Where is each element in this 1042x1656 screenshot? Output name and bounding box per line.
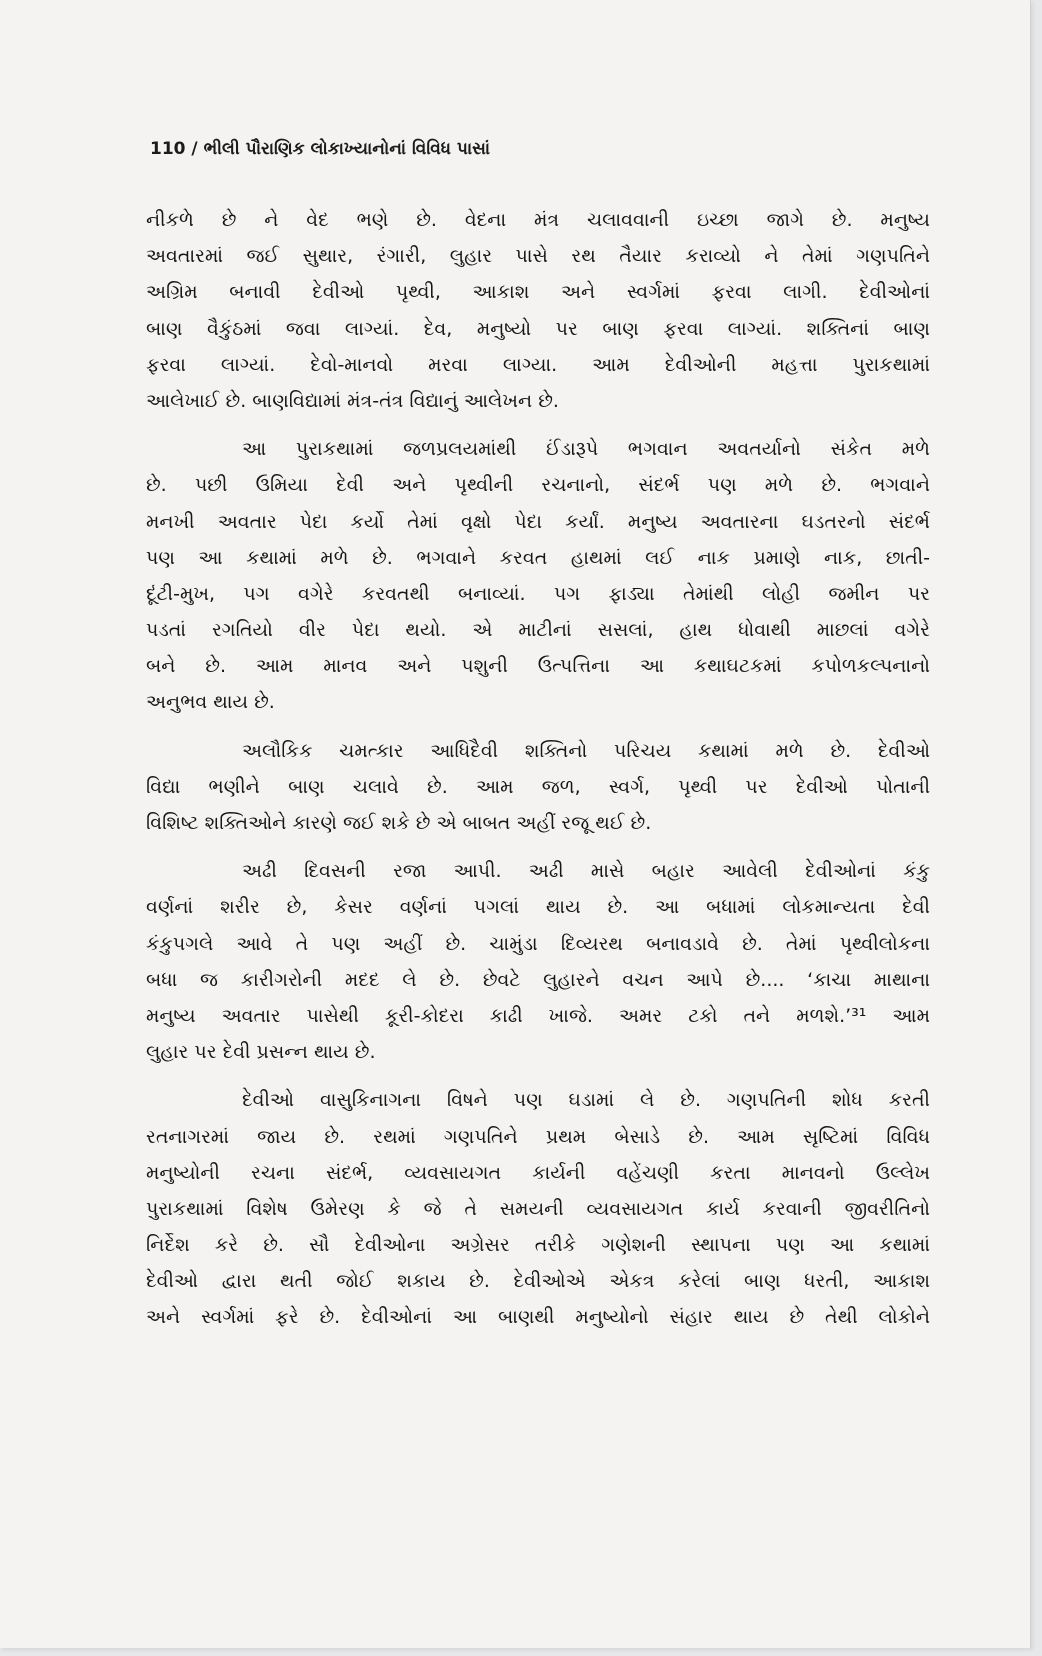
text-line: પડતાં રગતિયો વીર પેદા થયો. એ માટીનાં સસલાં, હાથ ધોવાથી માછલાં વગેરે xyxy=(146,619,930,642)
text-line: અને સ્વર્ગમાં ફરે છે. દેવીઓનાં આ બાણથી મનુષ્યોનો સંહાર થાય છે તેથી લોકોને xyxy=(146,1306,930,1329)
text-line: નીકળે છે ને વેદ ભણે છે. વેદના મંત્ર ચલાવવાની ઇચ્છા જાગે છે. મનુષ્ય xyxy=(146,209,930,231)
text-line: લુહાર પર દેવી પ્રસન્ન થાય છે. xyxy=(146,1041,376,1064)
page-number: 110 xyxy=(150,139,186,159)
text-line: દેવીઓ દ્વારા થતી જોઈ શકાય છે. દેવીઓએ એકત્ર કરેલાં બાણ ધરતી, આકાશ xyxy=(146,1270,930,1293)
text-line: પુરાકથામાં વિશેષ ઉમેરણ કે જે તે સમયની વ્યવસાયગત કાર્ય કરવાની જીવરીતિનો xyxy=(146,1197,930,1220)
text-line: છે. પછી ઉમિયા દેવી અને પૃથ્વીની રચનાનો, સંદર્ભ પણ મળે છે. ભગવાને xyxy=(146,474,930,497)
text-line: દૂંટી-મુખ, પગ વગેરે કરવતથી બનાવ્યાં. પગ ફાડ્યા તેમાંથી લોહી જમીન પર xyxy=(146,582,930,605)
text-line: અનુભવ થાય છે. xyxy=(146,691,275,714)
text-line: અવતારમાં જઈ સુથાર, રંગારી, લુહાર પાસે રથ તૈયાર કરાવ્યો ને તેમાં ગણપતિને xyxy=(146,245,930,268)
paragraph-3 xyxy=(146,733,930,842)
text-line: બને છે. આમ માનવ અને પશુની ઉત્પત્તિના આ કથાઘટકમાં કપોળકલ્પનાનો xyxy=(146,655,930,678)
text-line: આ પુરાકથામાં જળપ્રલયમાંથી ઈંડારૂપે ભગવાન અવતર્યાનો સંકેત મળે xyxy=(242,438,930,461)
text-line: રતનાગરમાં જાય છે. રથમાં ગણપતિને પ્રથમ બેસાડે છે. આમ સૃષ્ટિમાં વિવિધ xyxy=(146,1125,930,1148)
text-line: વિશિષ્ટ શક્તિઓને કારણે જઈ શકે છે એ બાબત અહીં રજૂ થઈ છે. xyxy=(146,812,652,834)
text-line: વિદ્યા ભણીને બાણ ચલાવે છે. આમ જળ, સ્વર્ગ, પૃથ્વી પર દેવીઓ પોતાની xyxy=(146,775,930,798)
paragraph-1 xyxy=(146,202,930,419)
text-line: બધા જ કારીગરોની મદદ લે છે. છેવટે લુહારને વચન આપે છે.... ‘કાચા માથાના xyxy=(146,968,930,991)
header-separator: / xyxy=(191,139,198,159)
running-header xyxy=(150,139,490,159)
text-line: આલેખાઈ છે. બાણવિદ્યામાં મંત્ર-તંત્ર વિદ્યાનું આલેખન છે. xyxy=(146,389,559,412)
book-title: ભીલી પૌરાણિક લોકાખ્યાનોનાં વિવિધ પાસાં xyxy=(203,139,491,159)
text-line: નિર્દેશ કરે છે. સૌ દેવીઓના અગ્રેસર તરીકે ગણેશની સ્થાપના પણ આ કથામાં xyxy=(146,1234,930,1257)
text-line: મનુષ્ય અવતાર પાસેથી કૂરી-કોદરા કાઢી ખાજે. અમર ટકો તને મળશે.’³¹ આમ xyxy=(146,1004,930,1027)
text-line: મનુષ્યોની રચના સંદર્ભ, વ્યવસાયગત કાર્યની વહેંચણી કરતા માનવનો ઉલ્લેખ xyxy=(146,1161,930,1184)
text-line: ફરવા લાગ્યાં. દેવો-માનવો મરવા લાગ્યા. આમ દેવીઓની મહત્તા પુરાકથામાં xyxy=(146,353,930,376)
text-line: અલૌકિક ચમત્કાર આધિદૈવી શક્તિનો પરિચય કથામાં મળે છે. દેવીઓ xyxy=(242,739,930,762)
text-line: કંકુપગલે આવે તે પણ અહીં છે. ચામુંડા દિવ્યરથ બનાવડાવે છે. તેમાં પૃથ્વીલોકના xyxy=(146,932,930,955)
body-text xyxy=(146,202,930,1336)
text-line: પણ આ કથામાં મળે છે. ભગવાને કરવત હાથમાં લઈ નાક પ્રમાણે નાક, છાતી- xyxy=(146,546,930,569)
paragraph-4 xyxy=(146,853,930,1070)
text-line: દેવીઓ વાસુકિનાગના વિષને પણ ઘડામાં લે છે. ગણપતિની શોધ કરતી xyxy=(242,1089,930,1112)
paragraph-2 xyxy=(146,431,930,721)
text-line: અઢી દિવસની રજા આપી. અઢી માસે બહાર આવેલી દેવીઓનાં કંકુ xyxy=(242,860,930,883)
text-line: વર્ણનાં શરીર છે, કેસર વર્ણનાં પગલાં થાય છે. આ બધામાં લોકમાન્યતા દેવી xyxy=(146,896,930,919)
text-line: બાણ વૈકુંઠમાં જવા લાગ્યાં. દેવ, મનુષ્યો પર બાણ ફરવા લાગ્યાં. શક્તિનાં બાણ xyxy=(146,317,930,340)
paragraph-5 xyxy=(146,1082,930,1335)
text-line: મનખી અવતાર પેદા કર્યો તેમાં વૃક્ષો પેદા કર્યાં. મનુષ્ય અવતારના ઘડતરનો સંદર્ભ xyxy=(146,510,930,533)
text-line: અગ્રિમ બનાવી દેવીઓ પૃથ્વી, આકાશ અને સ્વર્ગમાં ફરવા લાગી. દેવીઓનાં xyxy=(146,281,930,304)
